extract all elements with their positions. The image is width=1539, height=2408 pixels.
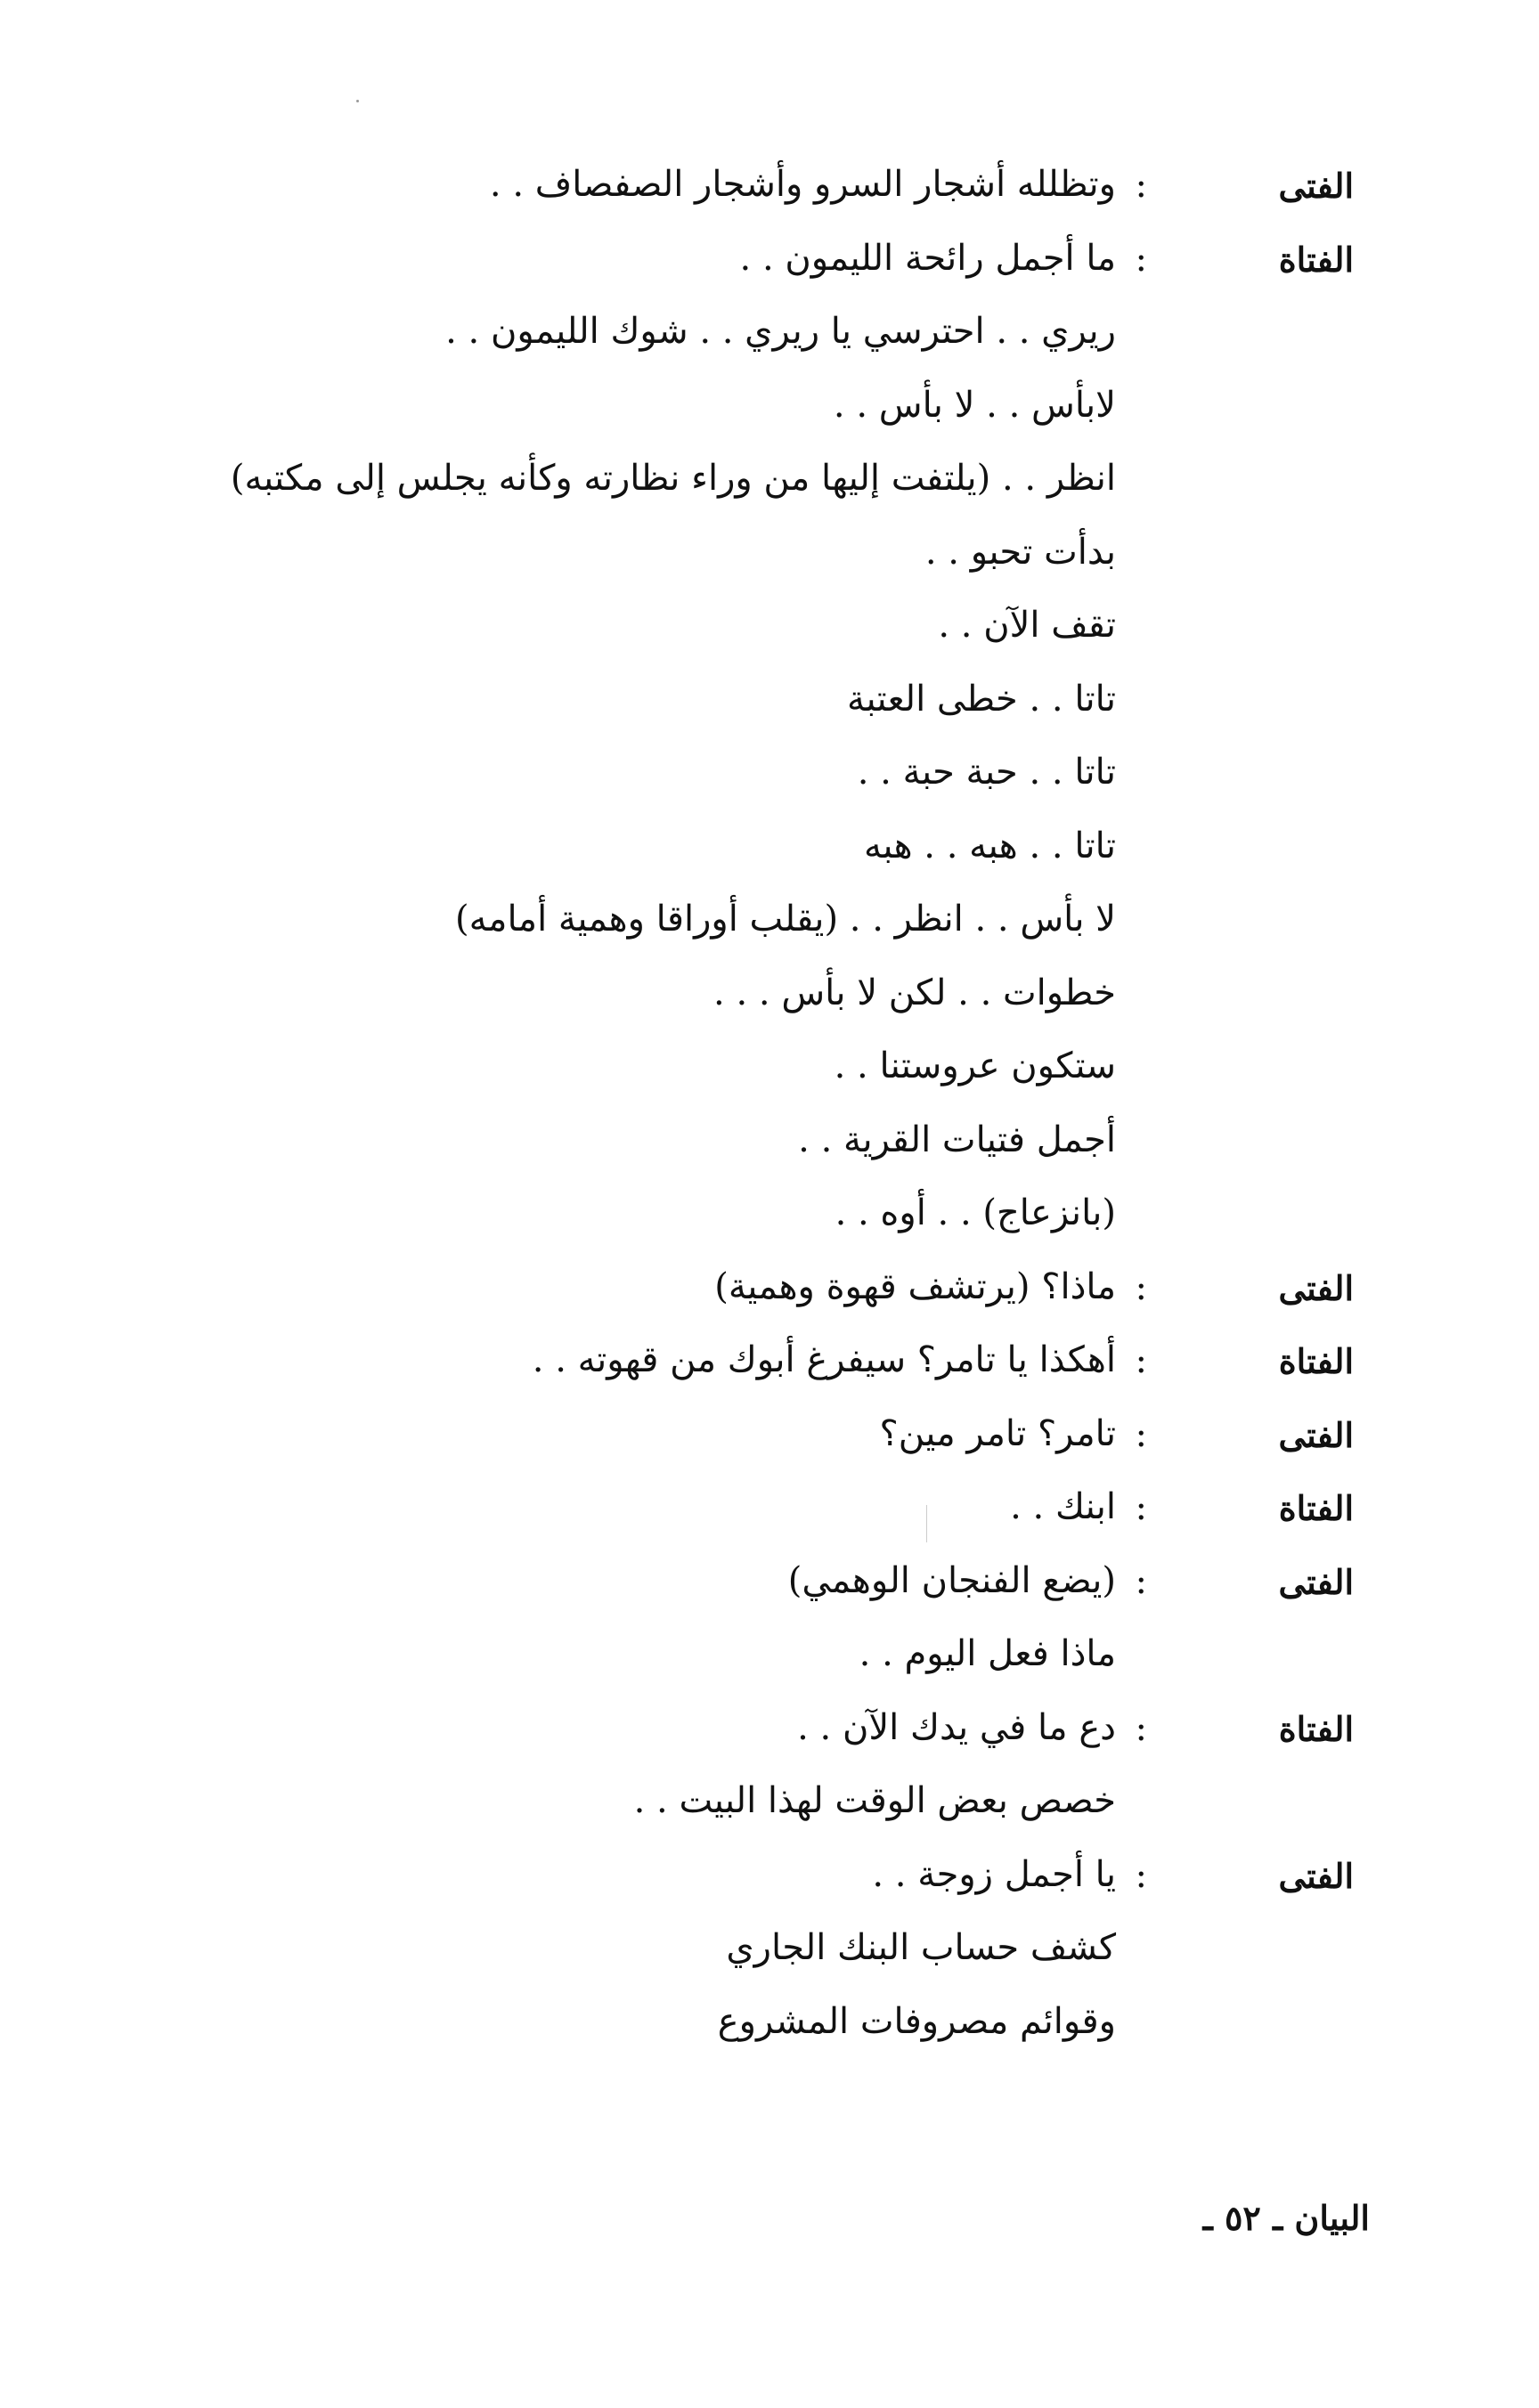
dialogue-line (0, 1114, 1539, 1188)
dialogue-text: ماذا؟ (يرتشف قهوة وهمية) (714, 1265, 1116, 1307)
speaker-colon: : (1135, 238, 1147, 280)
dialogue-text: خطوات . . لكن لا بأس . . . (713, 972, 1116, 1013)
dialogue-text: تامر؟ تامر مين؟ (879, 1412, 1116, 1454)
dialogue-line (0, 452, 1539, 526)
speaker-colon: : (1135, 1340, 1147, 1381)
dialogue-line (0, 1849, 1539, 1923)
dialogue-text: أهكذا يا تامر؟ سيفرغ أبوك من قهوته . . (532, 1339, 1116, 1380)
dialogue-line (0, 1628, 1539, 1702)
dialogue-line (0, 599, 1539, 673)
dialogue-line (0, 1922, 1539, 1996)
speaker-colon: : (1135, 1487, 1147, 1528)
dialogue-text: ريري . . احترسي يا ريري . . شوك الليمون . . (445, 311, 1116, 352)
dialogue-line (0, 1408, 1539, 1482)
dialogue-text: لابأس . . لا بأس . . (833, 384, 1116, 426)
dialogue-line (0, 1996, 1539, 2070)
speaker-colon: : (1135, 1560, 1147, 1602)
dialogue-line (0, 1040, 1539, 1114)
dialogue-text: ستكون عروستنا . . (834, 1045, 1116, 1086)
dialogue-line (0, 967, 1539, 1041)
dialogue-text: يا أجمل زوجة . . (872, 1853, 1116, 1895)
dialogue-text: أجمل فتيات القرية . . (798, 1119, 1116, 1160)
speaker-name: الفتاة (1278, 239, 1354, 280)
dialogue-line (0, 1555, 1539, 1629)
dialogue-line (0, 379, 1539, 453)
dialogue-text: ابنك . . (1010, 1486, 1116, 1527)
dialogue-line (0, 1481, 1539, 1555)
dialogue-text: تاتا . . هبه . . هبه (863, 825, 1116, 866)
dialogue-line (0, 820, 1539, 894)
speaker-colon: : (1135, 165, 1147, 206)
dialogue-text: دع ما في يدك الآن . . (797, 1706, 1116, 1748)
dialogue-line (0, 1187, 1539, 1261)
speaker-name: الفتاة (1278, 1488, 1354, 1528)
dialogue-text: ماذا فعل اليوم . . (859, 1633, 1116, 1674)
dialogue-block (0, 159, 1539, 2069)
speaker-name: الفتى (1278, 1855, 1354, 1896)
dialogue-text: تقف الآن . . (938, 605, 1116, 646)
dialogue-text: لا بأس . . انظر . . (يقلب أوراقا وهمية أمامه) (454, 899, 1116, 940)
speaker-name: الفتى (1278, 166, 1354, 206)
dialogue-line (0, 746, 1539, 820)
dialogue-line (0, 1334, 1539, 1408)
dialogue-text: (يضع الفنجان الوهمي) (787, 1559, 1116, 1601)
dialogue-line (0, 1775, 1539, 1849)
dialogue-text: بدأت تحبو . . (924, 531, 1116, 573)
dialogue-text: انظر . . (يلتفت إليها من وراء نظارته وكأنه يجلس إلى مكتبه) (230, 458, 1116, 499)
dialogue-text: وتظلله أشجار السرو وأشجار الصفصاف . . (489, 164, 1116, 205)
dialogue-text: ما أجمل رائحة الليمون . . (739, 237, 1116, 279)
speaker-name: الفتى (1278, 1561, 1354, 1602)
dialogue-line (0, 673, 1539, 747)
speaker-name: الفتاة (1278, 1341, 1354, 1381)
dialogue-line (0, 232, 1539, 306)
speaker-colon: : (1135, 1413, 1147, 1455)
speaker-name: الفتاة (1278, 1708, 1354, 1749)
dialogue-text: (بانزعاج) . . أوه . . (835, 1192, 1116, 1233)
dialogue-text: خصص بعض الوقت لهذا البيت . . (633, 1780, 1116, 1821)
dialogue-text: وقوائم مصروفات المشروع (717, 2000, 1116, 2042)
dialogue-line (0, 1261, 1539, 1335)
dialogue-line (0, 305, 1539, 379)
speaker-colon: : (1135, 1707, 1147, 1749)
dialogue-text: تاتا . . خطى العتبة (847, 678, 1116, 720)
speaker-colon: : (1135, 1854, 1147, 1896)
dialogue-line (0, 893, 1539, 967)
dialogue-text: كشف حساب البنك الجاري (726, 1927, 1116, 1968)
dialogue-line (0, 159, 1539, 232)
dialogue-line (0, 1702, 1539, 1776)
speaker-name: الفتى (1278, 1414, 1354, 1455)
dialogue-line (0, 526, 1539, 600)
page-footer: البيان ـ ٥٢ ـ (1202, 2198, 1370, 2238)
speaker-colon: : (1135, 1266, 1147, 1308)
speaker-name: الفتى (1278, 1267, 1354, 1308)
scan-speck (356, 100, 359, 102)
dialogue-text: تاتا . . حبة حبة . . (857, 752, 1116, 793)
